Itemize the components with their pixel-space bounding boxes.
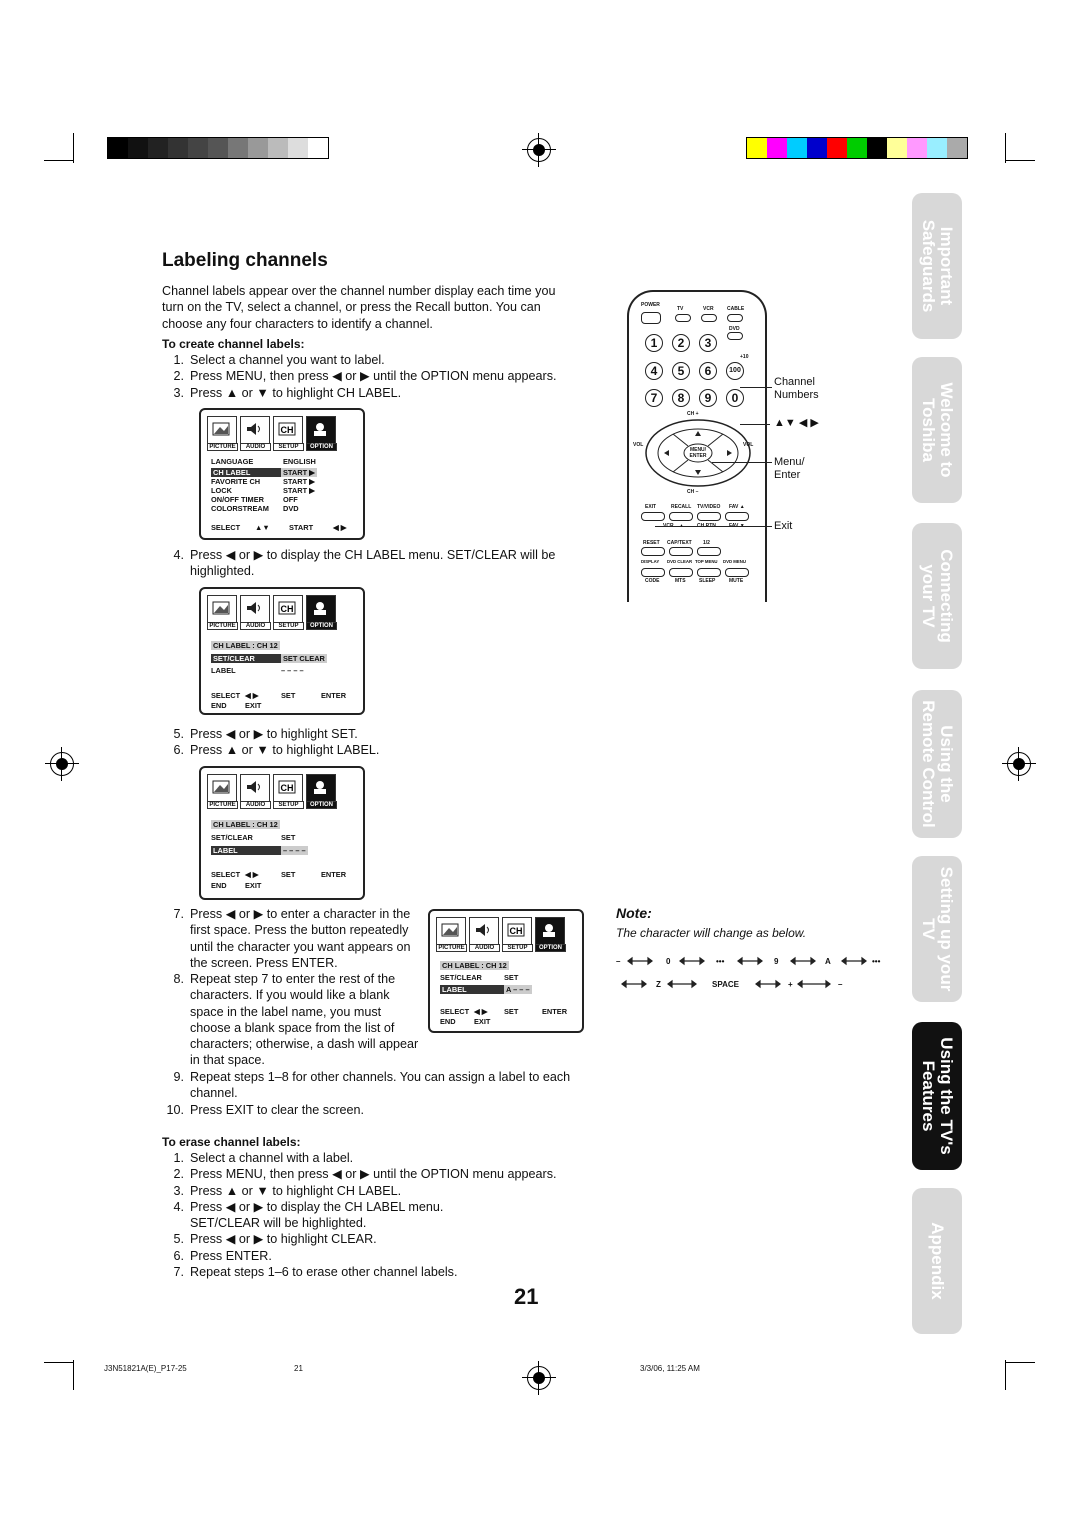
step-text: Press ◀ or ▶ to display the CH LABEL menu. SET/CLEAR will be highlighted. <box>190 1199 444 1231</box>
menu-footer <box>211 701 261 710</box>
row-label: LABEL <box>211 666 236 675</box>
step-text: Press ◀ or ▶ to enter a character in the first space. Press the button repeatedly until the character you want appears on the screen. Press ENTER. <box>190 907 411 970</box>
row-value: DVD <box>283 504 299 513</box>
step-text: Press ◀ or ▶ to display the CH LABEL menu. SET/CLEAR will be highlighted. <box>190 548 556 579</box>
display-label: DISPLAY <box>641 559 660 564</box>
create-steps-9-10 <box>162 1069 582 1118</box>
step-text: Select a channel you want to label. <box>190 353 385 367</box>
footer-label: ENTER <box>542 1007 568 1016</box>
step-item <box>162 1183 582 1199</box>
svg-text:CH: CH <box>509 926 523 936</box>
menu-row <box>211 833 295 842</box>
vcr-label: VCR <box>703 306 714 312</box>
callout-channel-numbers: Channel Numbers <box>774 376 819 401</box>
top-menu-label: TOP MENU <box>695 559 718 564</box>
crop-mark <box>73 133 74 163</box>
menu-row <box>211 504 299 513</box>
ch-icon <box>502 917 532 945</box>
row-value: ENGLISH <box>283 457 316 466</box>
digit-3-button[interactable]: 3 <box>699 334 717 352</box>
audio-icon <box>240 595 270 623</box>
cable-button[interactable] <box>727 314 743 322</box>
step-item <box>162 1248 582 1264</box>
mts-label: MTS <box>675 578 686 584</box>
row-label: LABEL <box>211 846 281 855</box>
footer-label: SET <box>281 870 296 879</box>
erase-steps <box>162 1150 582 1280</box>
dvd-clear-label: DVD CLEAR <box>667 559 693 564</box>
row-label: CH LABEL <box>211 468 281 477</box>
footer-page: 21 <box>294 1364 303 1373</box>
power-label: POWER <box>641 302 660 308</box>
menu-footer <box>440 1017 490 1026</box>
side-tab-connecting[interactable] <box>912 523 962 669</box>
seq-dots-2: ••• <box>872 957 881 966</box>
mute-button[interactable] <box>725 568 749 577</box>
footer-start: START <box>289 523 314 532</box>
footer-arrows: ◀ ▶ <box>474 1007 488 1016</box>
row-value: START ▶ <box>283 477 315 486</box>
step-item <box>162 368 582 384</box>
step-number: 2. <box>173 1167 184 1182</box>
side-tab-appendix[interactable] <box>912 1188 962 1334</box>
note-text: The character will change as below. <box>616 926 807 940</box>
tv-video-button[interactable] <box>697 512 721 521</box>
step-number: 5. <box>173 1232 184 1247</box>
recall-button[interactable] <box>669 512 693 521</box>
row-label: COLORSTREAM <box>211 504 269 513</box>
callout-line <box>655 526 772 527</box>
fav-up-label: FAV ▲ <box>729 504 745 510</box>
step-item <box>162 1166 582 1182</box>
step-number: 4. <box>173 1199 184 1214</box>
tab-option: OPTION <box>306 801 337 809</box>
ch-label-screen <box>199 587 365 715</box>
option-icon <box>306 595 336 623</box>
cap-text-button[interactable] <box>669 547 693 556</box>
row-label: ON/OFF TIMER <box>211 495 264 504</box>
step-text: Press MENU, then press ◀ or ▶ until the OPTION menu appears. <box>190 369 557 384</box>
audio-icon <box>469 917 499 945</box>
page-title: Labeling channels <box>162 250 328 271</box>
tab-audio: AUDIO <box>240 622 271 630</box>
tv-video-label: TV/VIDEO <box>697 504 721 510</box>
svg-text:CH: CH <box>280 425 294 435</box>
row-value: SET <box>281 833 296 842</box>
menu-tab-labels <box>207 622 339 630</box>
seq-dash-end: – <box>838 980 843 989</box>
erase-heading: To erase channel labels: <box>162 1135 301 1149</box>
side-tab-label: Using the Remote Control <box>919 700 956 828</box>
callout-menu-enter: Menu/ Enter <box>774 456 805 481</box>
reset-label: RESET <box>643 540 660 546</box>
step-item <box>162 385 582 401</box>
menu-footer <box>211 523 346 532</box>
seq-nine: 9 <box>774 957 779 966</box>
reset-button[interactable] <box>641 547 665 556</box>
dvd-label: DVD <box>729 326 740 332</box>
recall-label: RECALL <box>671 504 692 510</box>
cap-text-label: CAP/TEXT <box>667 540 692 546</box>
create-steps-7-8 <box>162 906 420 971</box>
color-bar <box>746 137 968 159</box>
row-label: SET/CLEAR <box>440 973 482 982</box>
tab-setup: SETUP <box>273 622 304 630</box>
cable-label: CABLE <box>727 306 745 312</box>
menu-row <box>211 486 315 495</box>
tv-button[interactable] <box>675 314 691 322</box>
step-number: 3. <box>173 385 184 400</box>
footer-label: EXIT <box>245 881 262 890</box>
half-label: 1/2 <box>703 540 710 546</box>
registration-mark <box>50 752 74 776</box>
screen-header <box>211 820 280 829</box>
remote-control-illustration <box>627 290 767 602</box>
step-item <box>162 1231 582 1247</box>
side-tab-important-safeguards[interactable] <box>912 193 962 339</box>
power-button[interactable] <box>641 312 661 324</box>
picture-icon <box>207 416 237 444</box>
row-value: SET CLEAR <box>283 654 325 663</box>
step-text: Press ◀ or ▶ to highlight SET. <box>190 727 358 741</box>
registration-mark <box>527 138 551 162</box>
step-number: 1. <box>173 1151 184 1165</box>
option-icon <box>535 917 565 945</box>
step-item <box>162 726 582 742</box>
step-number: 9. <box>173 1070 184 1084</box>
menu-icons <box>207 595 339 623</box>
ch-icon <box>273 595 303 623</box>
digit-2-button[interactable]: 2 <box>672 334 690 352</box>
step-item <box>162 742 582 758</box>
tab-picture: PICTURE <box>207 801 238 809</box>
menu-row <box>211 495 298 504</box>
callout-line <box>740 387 772 388</box>
step-text: Press ▲ or ▼ to highlight CH LABEL. <box>190 1183 402 1198</box>
digit-5-button[interactable]: 5 <box>672 362 690 380</box>
half-button[interactable] <box>697 547 721 556</box>
digit-1-button[interactable]: 1 <box>645 334 663 352</box>
crop-mark <box>1005 1362 1035 1363</box>
row-value: – – – – <box>283 846 306 855</box>
row-value: OFF <box>283 495 298 504</box>
mute-label: MUTE <box>729 578 744 584</box>
side-tab-label: Appendix <box>928 1222 947 1300</box>
crop-mark <box>1005 1360 1006 1390</box>
row-label: SET/CLEAR <box>211 654 281 663</box>
step-text: Select a channel with a label. <box>190 1151 354 1165</box>
svg-text:CH: CH <box>280 604 294 614</box>
step-text: Repeat step 7 to enter the rest of the characters. If you would like a blank space in the label name, you must choose a blank space from the list of characters; otherwise, a dash will appear in that space. <box>190 972 419 1068</box>
svg-text:CH: CH <box>280 783 294 793</box>
footer-arrows: ◀ ▶ <box>245 870 259 879</box>
tab-picture: PICTURE <box>207 622 238 630</box>
option-menu-screen <box>199 408 365 540</box>
grayscale-bar <box>107 137 329 159</box>
tv-label: TV <box>677 306 684 312</box>
step-text: Press ▲ or ▼ to highlight LABEL. <box>190 743 380 758</box>
create-step-4 <box>162 547 582 580</box>
digit-6-button[interactable]: 6 <box>699 362 717 380</box>
side-tab-setting-up[interactable] <box>912 856 962 1002</box>
footer-arrows: ◀ ▶ <box>333 523 347 532</box>
code-label: CODE <box>645 578 660 584</box>
footer-label: SET <box>281 691 296 700</box>
crop-mark <box>1005 160 1035 161</box>
option-icon <box>306 774 336 802</box>
digit-0-button[interactable]: 0 <box>726 389 744 407</box>
step-number: 7. <box>173 1265 184 1280</box>
footer-label: EXIT <box>245 701 262 710</box>
footer-label: EXIT <box>474 1017 491 1026</box>
row-value: SET <box>504 973 519 982</box>
sleep-button[interactable] <box>697 568 721 577</box>
row-label: SET/CLEAR <box>211 833 253 842</box>
tab-picture: PICTURE <box>436 944 467 952</box>
ch-label-screen-entry <box>428 909 584 1033</box>
create-heading: To create channel labels: <box>162 337 305 351</box>
create-steps-1-3 <box>162 352 582 401</box>
side-tab-label: Welcome to Toshiba <box>919 382 956 478</box>
footer-label: ENTER <box>321 691 347 700</box>
row-label: LANGUAGE <box>211 457 254 466</box>
digit-8-button[interactable]: 8 <box>672 389 690 407</box>
side-tab-remote[interactable] <box>912 690 962 838</box>
digit-9-button[interactable]: 9 <box>699 389 717 407</box>
side-tab-label: Setting up your TV <box>919 866 956 992</box>
registration-mark <box>1007 752 1031 776</box>
screen-header <box>440 961 509 970</box>
step-text: Repeat steps 1–8 for other channels. You can assign a label to each channel. <box>190 1070 571 1101</box>
step-item <box>162 547 582 580</box>
menu-tab-labels <box>436 944 568 952</box>
step-number: 10. <box>166 1102 184 1117</box>
row-value: – – – – <box>281 666 304 675</box>
registration-mark <box>527 1366 551 1390</box>
menu-footer <box>211 691 346 700</box>
step-text: Press MENU, then press ◀ or ▶ until the OPTION menu appears. <box>190 1167 557 1182</box>
tab-audio: AUDIO <box>469 944 500 952</box>
step-number: 2. <box>173 369 184 384</box>
mts-button[interactable] <box>669 568 693 577</box>
menu-footer <box>211 881 261 890</box>
step-number: 5. <box>173 727 184 741</box>
sleep-label: SLEEP <box>699 578 716 584</box>
step-number: 8. <box>173 972 184 986</box>
fav-up-button[interactable] <box>725 512 749 521</box>
menu-row-selected <box>440 985 532 994</box>
row-label: FAVORITE CH <box>211 477 261 486</box>
tab-option: OPTION <box>306 443 337 451</box>
menu-row <box>211 666 304 675</box>
footer-label: END <box>211 881 227 890</box>
step-item <box>162 352 582 368</box>
digit-100-button[interactable]: 100 <box>726 362 744 380</box>
create-steps-5-6 <box>162 726 582 759</box>
footer-label: END <box>440 1017 456 1026</box>
step-item <box>162 1150 582 1166</box>
ch-icon <box>273 416 303 444</box>
seq-zero: 0 <box>666 957 671 966</box>
side-tab-features[interactable] <box>912 1022 962 1170</box>
footer-label: SELECT <box>211 691 241 700</box>
menu-row-selected <box>211 654 327 663</box>
crop-mark <box>44 1362 74 1363</box>
row-value: A – – – <box>506 985 530 994</box>
menu-row <box>211 457 316 466</box>
footer-label: ENTER <box>321 870 347 879</box>
crop-mark <box>44 160 74 161</box>
step-text: Press EXIT to clear the screen. <box>190 1102 365 1117</box>
menu-row-selected <box>211 468 317 477</box>
tab-setup: SETUP <box>273 443 304 451</box>
step-text: Press ENTER. <box>190 1248 272 1263</box>
menu-row <box>211 477 315 486</box>
seq-dots: ••• <box>716 957 725 966</box>
side-tab-label: Important Safeguards <box>919 219 956 313</box>
callout-exit: Exit <box>774 520 793 532</box>
menu-enter-label: MENU/ ENTER <box>689 447 707 459</box>
step-number: 7. <box>173 907 184 921</box>
footer-label: END <box>211 701 227 710</box>
screen-header <box>211 641 280 650</box>
row-label: LOCK <box>211 486 232 495</box>
callout-line <box>712 462 772 463</box>
code-button[interactable] <box>641 568 665 577</box>
menu-tab-labels <box>207 801 339 809</box>
ch-label-header: CH LABEL : CH 12 <box>442 961 507 970</box>
footer-label: SELECT <box>211 870 241 879</box>
step-item <box>162 1069 582 1102</box>
seq-dash: – <box>616 957 621 966</box>
side-tab-label: Using the TV's Features <box>919 1037 956 1155</box>
step-number: 1. <box>173 353 184 367</box>
footer-label: SELECT <box>440 1007 470 1016</box>
footer-label: SET <box>504 1007 519 1016</box>
tab-audio: AUDIO <box>240 801 271 809</box>
vol-plus-label: VOL <box>743 442 754 448</box>
step-item <box>162 906 420 971</box>
menu-icons <box>436 917 568 945</box>
page-number: 21 <box>514 1284 539 1309</box>
tab-setup: SETUP <box>502 944 533 952</box>
exit-label: EXIT <box>645 504 657 510</box>
menu-row <box>440 973 518 982</box>
step-text: Press ◀ or ▶ to highlight CLEAR. <box>190 1232 377 1247</box>
seq-plus: + <box>788 980 793 989</box>
vcr-button[interactable] <box>701 314 717 322</box>
step-text: Repeat steps 1–6 to erase other channel labels. <box>190 1265 458 1280</box>
footer-file: J3N51821A(E)_P17-25 <box>104 1364 187 1373</box>
menu-footer <box>440 1007 567 1016</box>
side-tab-label: Connecting your TV <box>919 549 956 643</box>
dvd-menu-label: DVD MENU <box>723 559 746 564</box>
tab-option: OPTION <box>535 944 566 952</box>
audio-icon <box>240 774 270 802</box>
ch-label-screen-set <box>199 766 365 900</box>
ch-label-header: CH LABEL : CH 12 <box>213 820 278 829</box>
side-tab-welcome[interactable] <box>912 357 962 503</box>
step-number: 3. <box>173 1183 184 1198</box>
callout-arrows: ▲▼ ◀ ▶ <box>774 417 819 429</box>
footer-select: SELECT <box>211 523 241 532</box>
dvd-button[interactable] <box>727 332 743 340</box>
ch-minus-label: CH – <box>687 489 699 495</box>
menu-row-selected <box>211 846 308 855</box>
step-item <box>162 1264 582 1280</box>
row-value: START ▶ <box>283 486 315 495</box>
audio-icon <box>240 416 270 444</box>
step-number: 6. <box>173 743 184 758</box>
digit-7-button[interactable]: 7 <box>645 389 663 407</box>
digit-4-button[interactable]: 4 <box>645 362 663 380</box>
tab-audio: AUDIO <box>240 443 271 451</box>
ch-icon <box>273 774 303 802</box>
plus10-label: +10 <box>740 354 749 360</box>
row-label: LABEL <box>440 985 504 994</box>
tab-picture: PICTURE <box>207 443 238 451</box>
vol-minus-label: VOL <box>633 442 644 448</box>
step-text: Press ▲ or ▼ to highlight CH LABEL. <box>190 385 402 400</box>
step-number: 6. <box>173 1248 184 1263</box>
step-item <box>162 1102 582 1118</box>
crop-mark <box>1005 133 1006 163</box>
crop-mark <box>73 1360 74 1390</box>
tab-option: OPTION <box>306 622 337 630</box>
exit-button[interactable] <box>641 512 665 521</box>
seq-space: SPACE <box>712 980 739 989</box>
step-item <box>162 1199 582 1232</box>
ch-label-header: CH LABEL : CH 12 <box>213 641 278 650</box>
ch-plus-label: CH + <box>687 411 699 417</box>
menu-footer <box>211 870 346 879</box>
picture-icon <box>207 774 237 802</box>
menu-icons <box>207 774 339 802</box>
note-title: Note: <box>616 905 652 921</box>
footer-date: 3/3/06, 11:25 AM <box>640 1364 700 1373</box>
seq-a: A <box>825 957 831 966</box>
seq-z: Z <box>656 980 661 989</box>
step-number: 4. <box>173 548 184 562</box>
intro-paragraph: Channel labels appear over the channel number display each time you turn on the TV, select a channel, or press the Recall button. You can choose any four characters to identify a channel. <box>162 284 556 331</box>
tab-setup: SETUP <box>273 801 304 809</box>
picture-icon <box>207 595 237 623</box>
row-value: START ▶ <box>283 468 315 477</box>
footer-arrows: ▲▼ <box>255 523 270 532</box>
picture-icon <box>436 917 466 945</box>
option-icon <box>306 416 336 444</box>
menu-tab-labels <box>207 443 339 451</box>
callout-line <box>740 424 770 425</box>
footer-arrows: ◀ ▶ <box>245 691 259 700</box>
menu-icons <box>207 416 339 444</box>
